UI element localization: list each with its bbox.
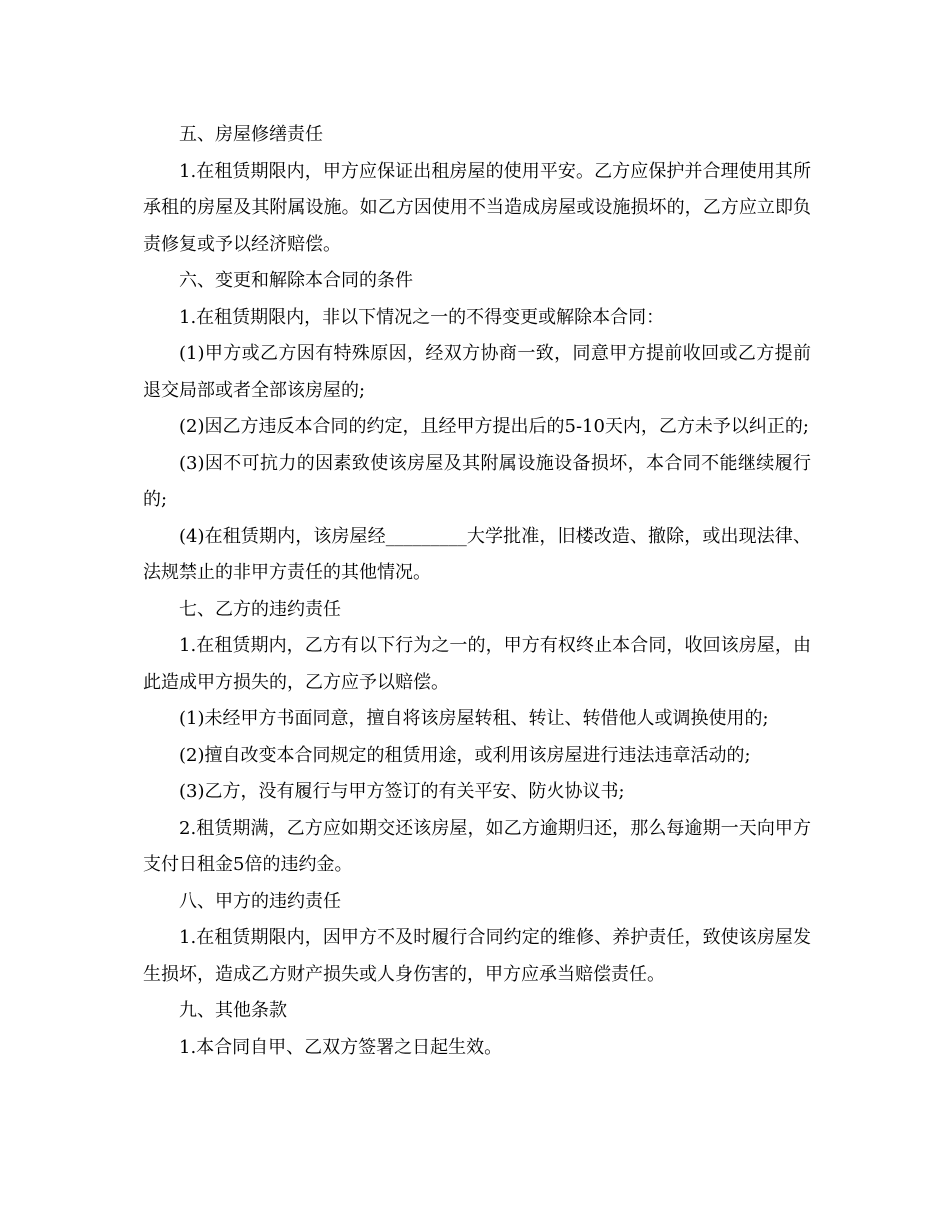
section-heading-tenant-liability: 七、乙方的违约责任 — [179, 598, 341, 620]
list-item: (3)因不可抗力的因素致使该房屋及其附属设施设备损坏，本合同不能继续履行的; — [143, 452, 811, 510]
paragraph: 1.在租赁期限内，因甲方不及时履行合同约定的维修、养护责任，致使该房屋发生损坏，造成乙方财产损失或人身伤害的，甲方应承当赔偿责任。 — [143, 927, 811, 985]
paragraph: 1.在租赁期限内，非以下情况之一的不得变更或解除本合同： — [179, 306, 665, 328]
section-heading-change-termination: 六、变更和解除本合同的条件 — [179, 270, 413, 291]
list-item: (1)未经甲方书面同意，擅自将该房屋转租、转让、转借他人或调换使用的; — [179, 708, 769, 729]
list-item: (3)乙方，没有履行与甲方签订的有关平安、防火协议书; — [179, 781, 625, 802]
paragraph: 2.租赁期满，乙方应如期交还该房屋，如乙方逾期归还，那么每逾期一天向甲方支付日租金5倍的违约金。 — [143, 817, 811, 875]
section-heading-other-terms: 九、其他条款 — [179, 1000, 287, 1021]
paragraph: 1.在租赁期内，乙方有以下行为之一的，甲方有权终止本合同，收回该房屋，由此造成甲方损失的，乙方应予以赔偿。 — [143, 635, 811, 693]
list-item: (1)甲方或乙方因有特殊原因，经双方协商一致，同意甲方提前收回或乙方提前退交局部或者全部该房屋的; — [143, 343, 811, 401]
section-heading-landlord-liability: 八、甲方的违约责任 — [179, 890, 341, 912]
list-item: (4)在租赁期内，该房屋经_________大学批准，旧楼改造、撤除，或出现法律、法规禁止的非甲方责任的其他情况。 — [143, 525, 811, 583]
paragraph: 1.本合同自甲、乙双方签署之日起生效。 — [179, 1036, 503, 1058]
document-body — [143, 117, 811, 1066]
list-item: (2)擅自改变本合同规定的租赁用途，或利用该房屋进行违法违章活动的; — [179, 744, 751, 766]
paragraph: 1.在租赁期限内，甲方应保证出租房屋的使用平安。乙方应保护并合理使用其所承租的房屋及其附属设施。如乙方因使用不当造成房屋或设施损坏的，乙方应立即负责修复或予以经济赔偿。 — [143, 160, 811, 255]
section-heading-repair: 五、房屋修缮责任 — [179, 124, 323, 145]
list-item: (2)因乙方违反本合同的约定，且经甲方提出后的5-10天内，乙方未予以纠正的; — [179, 416, 809, 437]
